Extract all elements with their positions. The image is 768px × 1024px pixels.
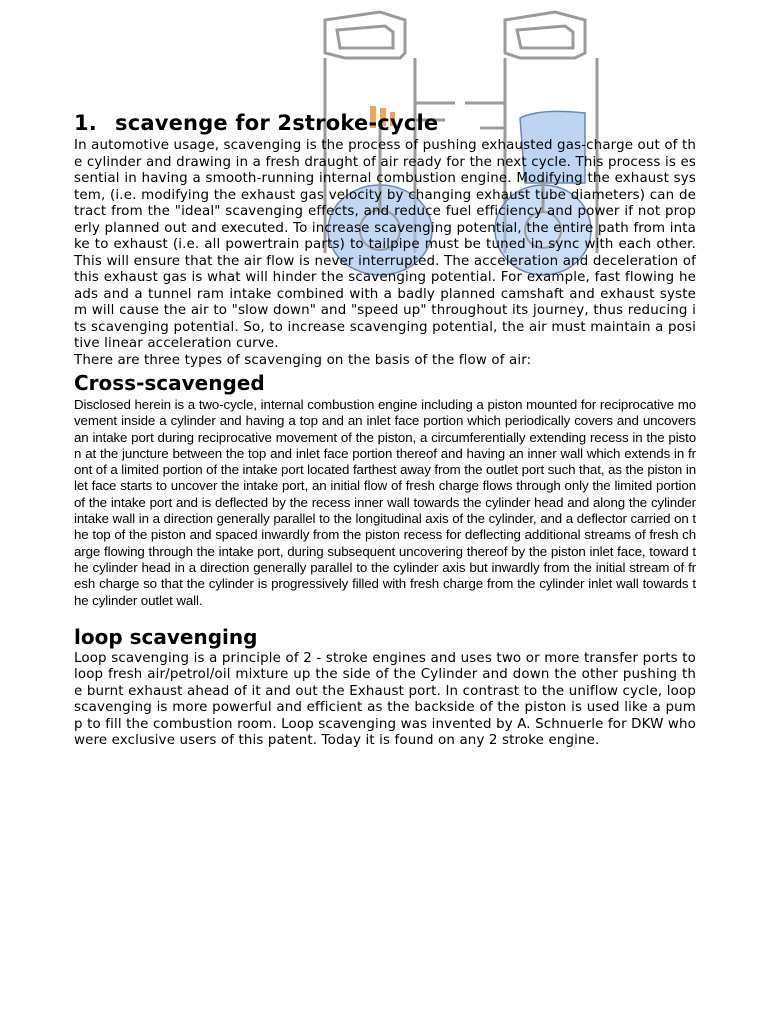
types-line: There are three types of scavenging on the basis of the flow of air: (74, 352, 532, 368)
document-page (74, 110, 696, 750)
loop-scavenging-heading: loop scavenging (74, 624, 258, 649)
section-spacer (74, 609, 696, 623)
section-title: scavenge for 2stroke-cycle (115, 111, 439, 135)
cross-scavenged-heading: Cross-scavenged (74, 371, 265, 395)
cross-scavenged-paragraph: Disclosed herein is a two-cycle, internal combustion engine including a piston mounted for reciprocative movement inside a cylinder and having a top and an inlet face portion which periodically covers and uncovers an intake port during reciprocative movement of the piston, a circumferentially extending recess in the piston at the juncture between the top and inlet face portion thereof and having an inner wall which extends in front of a limited portion of the intake port located farthest away from the outlet port such that, as the piston inlet face starts to uncover the intake port, an initial flow of fresh charge flows through only the limited portion of the intake port and is deflected by the recess inner wall towards the cylinder head and along the cylinder intake wall in a direction generally parallel to the longitudinal axis of the cylinder, and a deflector carried on the top of the piston and spaced inwardly from the piston recess for deflecting additional streams of fresh charge flowing through the intake port, during subsequent uncovering thereof by the piston inlet face, toward the cylinder head in a direction generally parallel to the cylinder axis but inwardly from the initial stream of fresh charge so that the cylinder is progressively filled with fresh charge from the cylinder inlet wall towards the cylinder outlet wall. (74, 397, 696, 608)
scavenge-paragraph: In automotive usage, scavenging is the process of pushing exhausted gas-charge out of the cylinder and drawing in a fresh draught of air ready for the next cycle. This process is essential in having a smooth-running internal combustion engine. Modifying the exhaust system, (i.e. modifying the exhaust gas velocity by changing exhaust tube diameters) can detract from the "ideal" scavenging effects, and reduce fuel efficiency and power if not properly planned out and executed. To increase scavenging potential, the entire path from intake to exhaust (i.e. all powertrain parts) to tailpipe must be tuned in sync with each other. This will ensure that the air flow is never interrupted. The acceleration and deceleration of this exhaust gas is what will hinder the scavenging potential. For example, fast flowing heads and a tunnel ram intake combined with a badly planned camshaft and exhaust system will cause the air to "slow down" and "speed up" throughout its journey, thus reducing its scavenging potential. So, to increase scavenging potential, the air must maintain a positive linear acceleration curve. (74, 138, 696, 351)
loop-scavenging-paragraph: Loop scavenging is a principle of 2 - stroke engines and uses two or more transfer ports to loop fresh air/petrol/oil mixture up the side of the Cylinder and down the other pushing the burnt exhaust ahead of it and out the Exhaust port. In contrast to the uniflow cycle, loop scavenging is more powerful and efficient as the backside of the piston is used like a pump to fill the combustion room. Loop scavenging was invented by A. Schnuerle for DKW who were exclusive users of this patent. Today it is found on any 2 stroke engine. (74, 650, 696, 749)
section-number: 1. (74, 111, 97, 135)
section-heading-scavenge (74, 110, 696, 136)
